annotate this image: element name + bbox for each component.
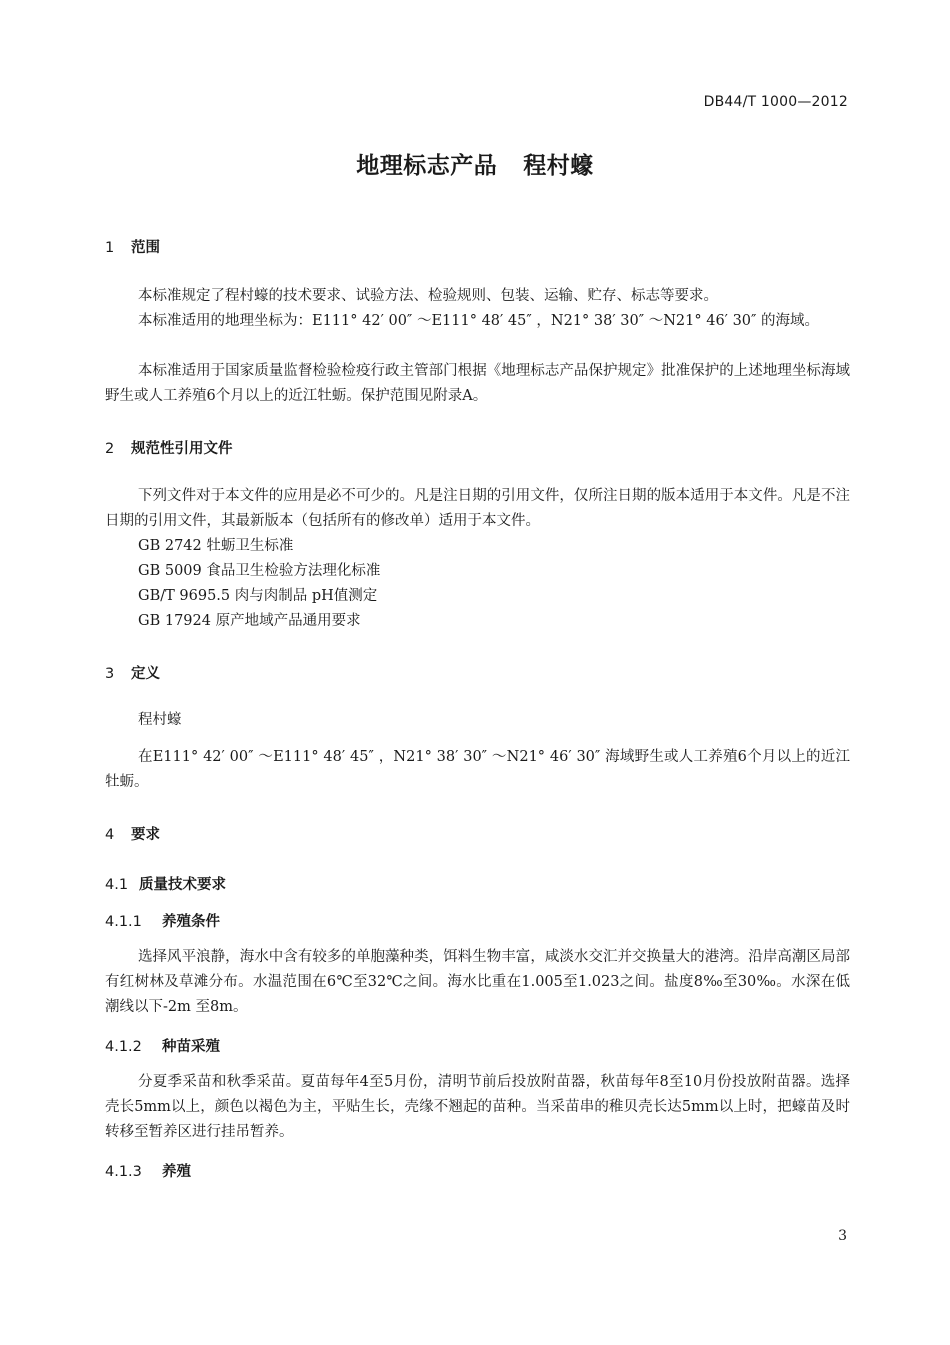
- heading-text: 养殖条件: [162, 914, 220, 930]
- heading-number: 4.1: [105, 877, 129, 893]
- heading-number: 3: [105, 666, 115, 682]
- document-title: [0, 147, 950, 180]
- heading-quality-requirements: [105, 873, 226, 894]
- reference-item: GB 5009 食品卫生检验方法理化标准: [138, 563, 381, 579]
- heading-number: 2: [105, 441, 115, 457]
- title-part-2: 程村蠔: [523, 153, 594, 179]
- heading-number: 1: [105, 240, 115, 256]
- heading-text: 质量技术要求: [139, 877, 226, 893]
- heading-definitions: [105, 662, 160, 683]
- title-part-1: 地理标志产品: [356, 153, 498, 179]
- reference-item: GB 17924 原产地域产品通用要求: [138, 613, 361, 629]
- heading-number: 4.1.3: [105, 1164, 142, 1180]
- heading-cultivation: [105, 1160, 191, 1181]
- heading-number: 4.1.2: [105, 1039, 142, 1055]
- heading-breeding-conditions: [105, 910, 220, 931]
- heading-text: 范围: [131, 240, 160, 256]
- heading-text: 定义: [131, 666, 160, 682]
- heading-text: 养殖: [162, 1164, 191, 1180]
- seed-collection-text: 分夏季采苗和秋季采苗。夏苗每年4至5月份，清明节前后投放附苗器，秋苗每年8至10月份投放附苗器。选择壳长5mm以上，颜色以褐色为主，平贴生长，壳缘不翘起的苗种。当采苗串的稚贝壳长达5mm以上时，把蠔苗及时转移至暂养区进行挂吊暂养。: [105, 1074, 850, 1140]
- reference-item: GB 2742 牡蛎卫生标准: [138, 538, 294, 554]
- references-intro: 下列文件对于本文件的应用是必不可少的。凡是注日期的引用文件，仅所注日期的版本适用于本文件。凡是不注日期的引用文件，其最新版本（包括所有的修改单）适用于本文件。: [105, 488, 850, 529]
- heading-seed-collection: [105, 1035, 220, 1056]
- defined-term: 程村蠔: [138, 712, 182, 728]
- document-code: DB44/T 1000—2012: [703, 94, 848, 110]
- reference-item: GB/T 9695.5 肉与肉制品 pH值测定: [138, 588, 378, 604]
- heading-text: 规范性引用文件: [131, 441, 233, 457]
- scope-paragraph-2: 本标准适用的地理坐标为：E111° 42′ 00″ ～E111° 48′ 45″ ，N21° 38′ 30″ ～N21° 46′ 30″ 的海域。: [138, 313, 820, 329]
- breeding-conditions-text: 选择风平浪静，海水中含有较多的单胞藻种类，饵料生物丰富，咸淡水交汇并交换量大的港湾。沿岸高潮区局部有红树林及草滩分布。水温范围在6℃至32℃之间。海水比重在1.005至1.023之间。盐度8‰至30‰。水深在低潮线以下-2m 至8m。: [105, 949, 850, 1015]
- heading-number: 4.1.1: [105, 914, 142, 930]
- heading-text: 种苗采殖: [162, 1039, 220, 1055]
- heading-normative-references: [105, 437, 233, 458]
- heading-text: 要求: [131, 827, 160, 843]
- heading-scope: [105, 236, 160, 257]
- definition-text: 在E111° 42′ 00″ ～E111° 48′ 45″ ，N21° 38′ 30″ ～N21° 46′ 30″ 海域野生或人工养殖6个月以上的近江牡蛎。: [105, 749, 850, 790]
- heading-number: 4: [105, 827, 115, 843]
- heading-requirements: [105, 823, 160, 844]
- page-number: 3: [838, 1228, 847, 1244]
- scope-paragraph-3: 本标准适用于国家质量监督检验检疫行政主管部门根据《地理标志产品保护规定》批准保护的上述地理坐标海域野生或人工养殖6个月以上的近江牡蛎。保护范围见附录A。: [105, 363, 850, 404]
- scope-paragraph-1: 本标准规定了程村蠔的技术要求、试验方法、检验规则、包装、运输、贮存、标志等要求。: [138, 288, 718, 304]
